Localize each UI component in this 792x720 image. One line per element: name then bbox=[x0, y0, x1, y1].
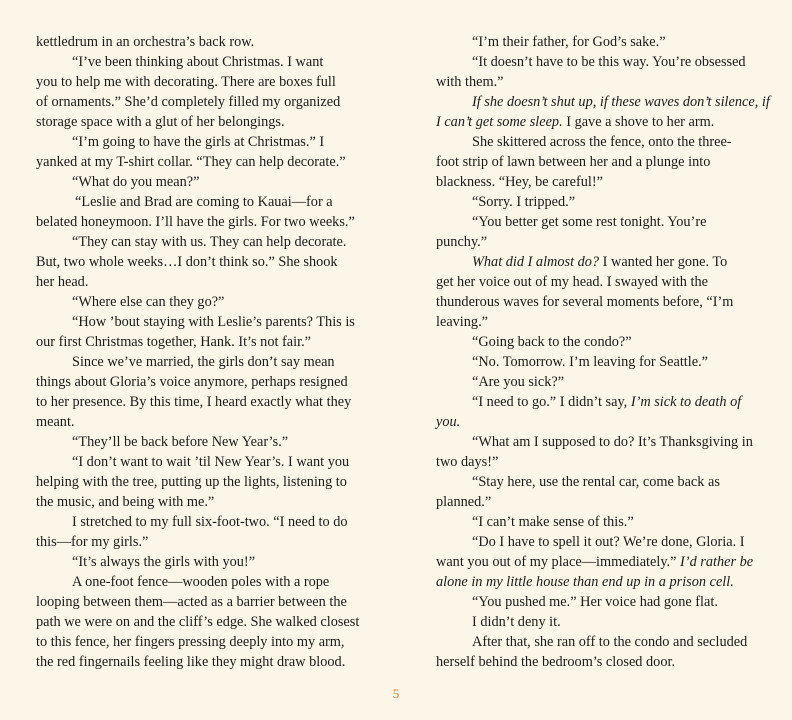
italic-thought: I’m sick to death of bbox=[630, 394, 742, 410]
text-line: I stretched to my full six-foot-two. “I need to do bbox=[72, 514, 348, 530]
text-line: foot strip of lawn between her and a plunge into bbox=[436, 154, 711, 170]
text-line: “You pushed me.” Her voice had gone flat. bbox=[472, 594, 718, 610]
text-line bbox=[436, 392, 756, 412]
text-line: of ornaments.” She’d completely filled my organized bbox=[36, 94, 341, 110]
page-number: 5 bbox=[392, 686, 400, 701]
text-line: planned.” bbox=[436, 494, 492, 510]
text-line: “I don’t want to wait ’til New Year’s. I want you bbox=[72, 454, 350, 470]
text-line bbox=[436, 112, 756, 132]
text-line: herself behind the bedroom’s closed door. bbox=[436, 654, 676, 670]
text-line: leaving.” bbox=[436, 314, 489, 330]
text-line: “I’ve been thinking about Christmas. I want bbox=[72, 54, 324, 70]
italic-thought: you. bbox=[436, 414, 461, 430]
text-line: “Going back to the condo?” bbox=[472, 334, 632, 350]
text-line: helping with the tree, putting up the lights, listening to bbox=[36, 474, 347, 490]
text-line: “It doesn’t have to be this way. You’re obsessed bbox=[472, 54, 746, 70]
text-line bbox=[436, 252, 756, 272]
text-line: “Do I have to spell it out? We’re done, Gloria. I bbox=[472, 534, 745, 550]
italic-thought: I’d rather be bbox=[680, 554, 754, 570]
text-line: “They’ll be back before New Year’s.” bbox=[72, 434, 289, 450]
text-line: “I’m going to have the girls at Christmas.” I bbox=[72, 134, 325, 150]
text-line: two days!” bbox=[436, 454, 499, 470]
text-line: I didn’t deny it. bbox=[472, 614, 561, 630]
text-line: her head. bbox=[36, 274, 89, 290]
text-line: “What do you mean?” bbox=[72, 174, 200, 190]
text-line: “You better get some rest tonight. You’re bbox=[472, 214, 707, 230]
text-line: But, two whole weeks…I don’t think so.” She shook bbox=[36, 254, 338, 270]
text-line: to her presence. By this time, I heard exactly what they bbox=[36, 394, 352, 410]
text-line: “I can’t make sense of this.” bbox=[472, 514, 634, 530]
text-line: with them.” bbox=[436, 74, 504, 90]
left-text-column bbox=[36, 32, 360, 672]
italic-thought: If she doesn’t shut up, if these waves don’t silence, if bbox=[472, 94, 770, 110]
text-line: “What am I supposed to do? It’s Thanksgiving in bbox=[472, 434, 753, 450]
text-line: “How ’bout staying with Leslie’s parents? This is bbox=[72, 314, 355, 330]
text-segment: want you out of my place—immediately.” bbox=[436, 554, 681, 570]
text-segment: I gave a shove to her arm. bbox=[562, 114, 715, 130]
text-line: punchy.” bbox=[436, 234, 488, 250]
text-line: looping between them—acted as a barrier between the bbox=[36, 594, 347, 610]
text-line: thunderous waves for several moments before, “I’m bbox=[436, 294, 734, 310]
text-line: She skittered across the fence, onto the three- bbox=[472, 134, 732, 150]
text-line: to this fence, her fingers pressing deeply into my arm, bbox=[36, 634, 345, 650]
text-line bbox=[436, 412, 756, 432]
text-segment: “I need to go.” I didn’t say, bbox=[472, 394, 631, 410]
text-line: blackness. “Hey, be careful!” bbox=[436, 174, 603, 190]
text-line: “It’s always the girls with you!” bbox=[72, 554, 256, 570]
text-line: get her voice out of my head. I swayed with the bbox=[436, 274, 708, 290]
text-line: things about Gloria’s voice anymore, perhaps resigned bbox=[36, 374, 348, 390]
text-line: you to help me with decorating. There are boxes full bbox=[36, 74, 336, 90]
text-line: “Where else can they go?” bbox=[72, 294, 225, 310]
text-line: our first Christmas together, Hank. It’s not fair.” bbox=[36, 334, 311, 350]
text-segment: I wanted her gone. To bbox=[599, 254, 728, 270]
right-text-column bbox=[436, 32, 770, 672]
text-line: “They can stay with us. They can help decorate. bbox=[72, 234, 347, 250]
text-line: path we were on and the cliff’s edge. She walked closest bbox=[36, 614, 360, 630]
text-line bbox=[436, 572, 756, 592]
text-line: “Stay here, use the rental car, come back as bbox=[472, 474, 720, 490]
text-line: meant. bbox=[36, 414, 75, 430]
text-line: storage space with a glut of her belongings. bbox=[36, 114, 285, 130]
text-line bbox=[436, 92, 770, 112]
text-line: “Are you sick?” bbox=[472, 374, 565, 390]
italic-thought: What did I almost do? bbox=[472, 254, 600, 270]
text-line: this—for my girls.” bbox=[36, 534, 149, 550]
text-line: “No. Tomorrow. I’m leaving for Seattle.” bbox=[472, 354, 709, 370]
italic-thought: I can’t get some sleep. bbox=[436, 114, 563, 130]
text-line: the red fingernails feeling like they might draw blood. bbox=[36, 654, 346, 670]
text-line: “Leslie and Brad are coming to Kauai—for a bbox=[75, 194, 333, 210]
text-line: “I’m their father, for God’s sake.” bbox=[472, 34, 666, 50]
text-line: Since we’ve married, the girls don’t say mean bbox=[72, 354, 335, 370]
text-line: “Sorry. I tripped.” bbox=[472, 194, 576, 210]
text-line: A one-foot fence—wooden poles with a rope bbox=[72, 574, 330, 590]
text-line: After that, she ran off to the condo and secluded bbox=[472, 634, 748, 650]
text-line bbox=[436, 552, 756, 572]
text-line: belated honeymoon. I’ll have the girls. For two weeks.” bbox=[36, 214, 355, 230]
text-line: yanked at my T-shirt collar. “They can help decorate.” bbox=[36, 154, 346, 170]
text-line: kettledrum in an orchestra’s back row. bbox=[36, 34, 255, 50]
text-line: the music, and being with me.” bbox=[36, 494, 215, 510]
italic-thought: alone in my little house than end up in a prison cell. bbox=[436, 574, 734, 590]
